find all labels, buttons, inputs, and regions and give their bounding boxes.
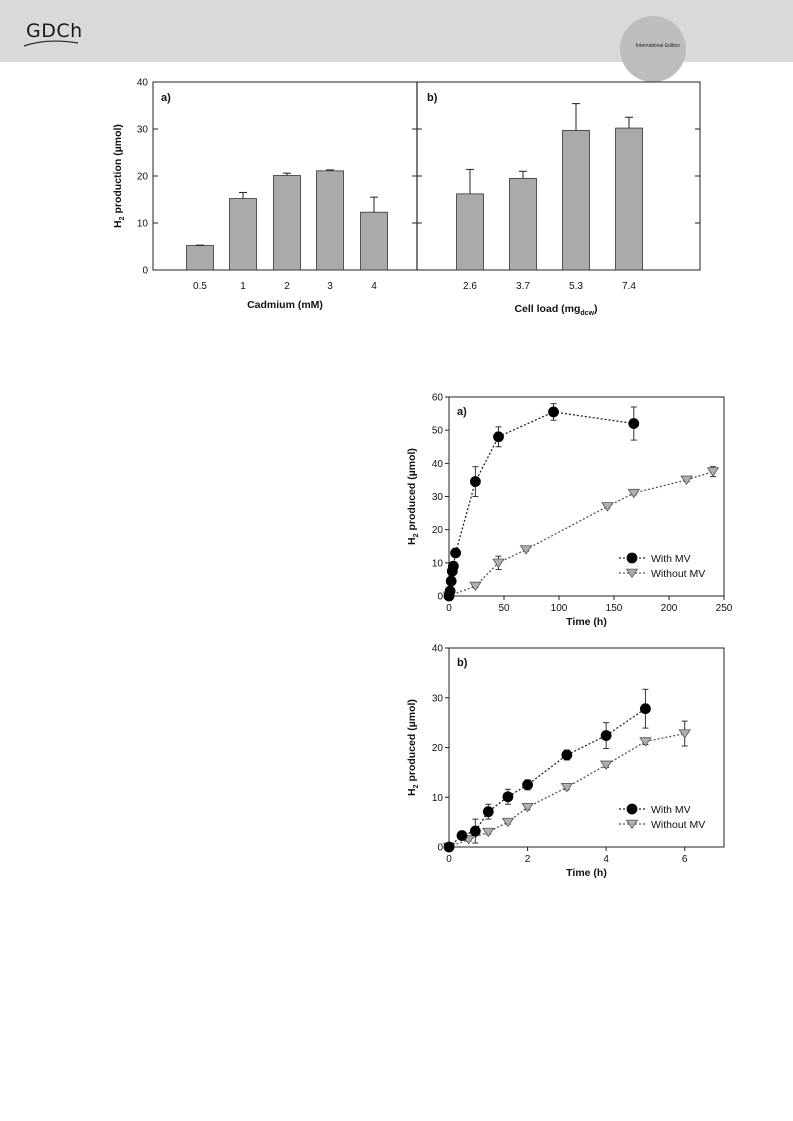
y-axis-label-sub: 2 [413,784,420,789]
data-point [523,780,533,790]
x-tick-label: 0 [446,603,452,614]
x-tick-label: 0.5 [193,281,207,292]
y-tick-label: 40 [431,458,443,470]
panel-label: b) [457,657,468,669]
x-axis-label: Time (h) [566,616,607,628]
y-tick-label: 0 [437,591,443,603]
y-axis-label-main: H [406,537,418,545]
x-axis-label-b-main: Cell load (mg [514,303,581,315]
y-tick-label: 10 [431,792,443,804]
x-tick-label: 2 [284,281,290,292]
x-tick-label: 0 [446,854,452,865]
y-tick-label: 40 [431,643,443,655]
y-axis-label-main: H [112,220,124,228]
legend-label: With MV [651,553,691,565]
data-point [502,818,513,826]
y-tick-label: 20 [136,171,148,183]
data-point [561,783,572,791]
badge-label: International Edition [635,43,680,49]
data-point [483,807,493,817]
data-point [679,730,690,738]
legend-label: Without MV [651,568,706,580]
y-tick-label: 0 [437,842,443,854]
panel-label-b: b) [427,92,438,104]
x-tick-label: 7.4 [622,281,636,292]
y-tick-label: 10 [136,218,148,230]
y-tick-label: 30 [431,693,443,705]
y-axis-label-sub: 2 [119,216,126,221]
y-axis-label-rest: production (µmol) [112,124,124,217]
y-axis-label-rest: produced (µmol) [406,448,418,534]
data-point [601,761,612,769]
data-point [470,826,480,836]
x-tick-label: 3 [327,281,333,292]
data-point [640,704,650,714]
y-tick-label: 30 [431,492,443,503]
y-tick-label: 10 [431,558,443,570]
x-axis-label-b-sub: dcw [580,310,595,317]
x-tick-label: 250 [715,603,733,614]
data-point [503,792,513,802]
data-point [562,750,572,760]
data-point [640,738,651,746]
y-tick-label: 20 [431,743,443,754]
legend-marker [627,804,637,814]
panel-label: a) [457,406,467,418]
x-tick-label: 200 [660,603,678,614]
x-tick-label: 150 [605,603,623,614]
series-line-0 [449,709,645,847]
x-tick-label: 2 [524,854,531,865]
y-axis-label-main: H [406,788,418,796]
data-point [457,831,467,841]
data-point [522,803,533,811]
y-tick-label: 40 [136,77,148,89]
y-tick-label: 30 [136,124,148,136]
x-axis-label-a: Cadmium (mM) [247,299,323,311]
data-point [483,828,494,836]
y-axis-label-sub: 2 [413,533,420,538]
gdch-logo: GDCh [26,20,83,42]
x-tick-label: 100 [550,603,568,614]
y-axis-label [406,699,420,796]
legend-label: Without MV [651,819,706,831]
x-axis-label-b-end: ) [594,303,598,315]
x-tick-label: 4 [371,281,377,292]
x-tick-label: 1 [240,281,246,292]
x-tick-label: 4 [603,854,609,865]
y-tick-label: 60 [431,392,443,404]
plot-frame [449,648,724,847]
x-axis-label: Time (h) [566,867,607,879]
data-point [444,842,454,852]
y-axis-label-rest: produced (µmol) [406,699,418,785]
data-point [601,731,611,741]
y-tick-label: 20 [431,525,443,537]
x-tick-label: 5.3 [569,281,583,292]
y-tick-label: 50 [431,425,443,437]
x-tick-label: 50 [498,603,510,614]
x-tick-label: 3.7 [516,281,530,292]
y-tick-label: 0 [142,265,148,277]
panel-label-a: a) [161,92,171,104]
legend-label: With MV [651,804,691,816]
x-tick-label: 2.6 [463,281,477,292]
x-tick-label: 6 [681,854,688,865]
